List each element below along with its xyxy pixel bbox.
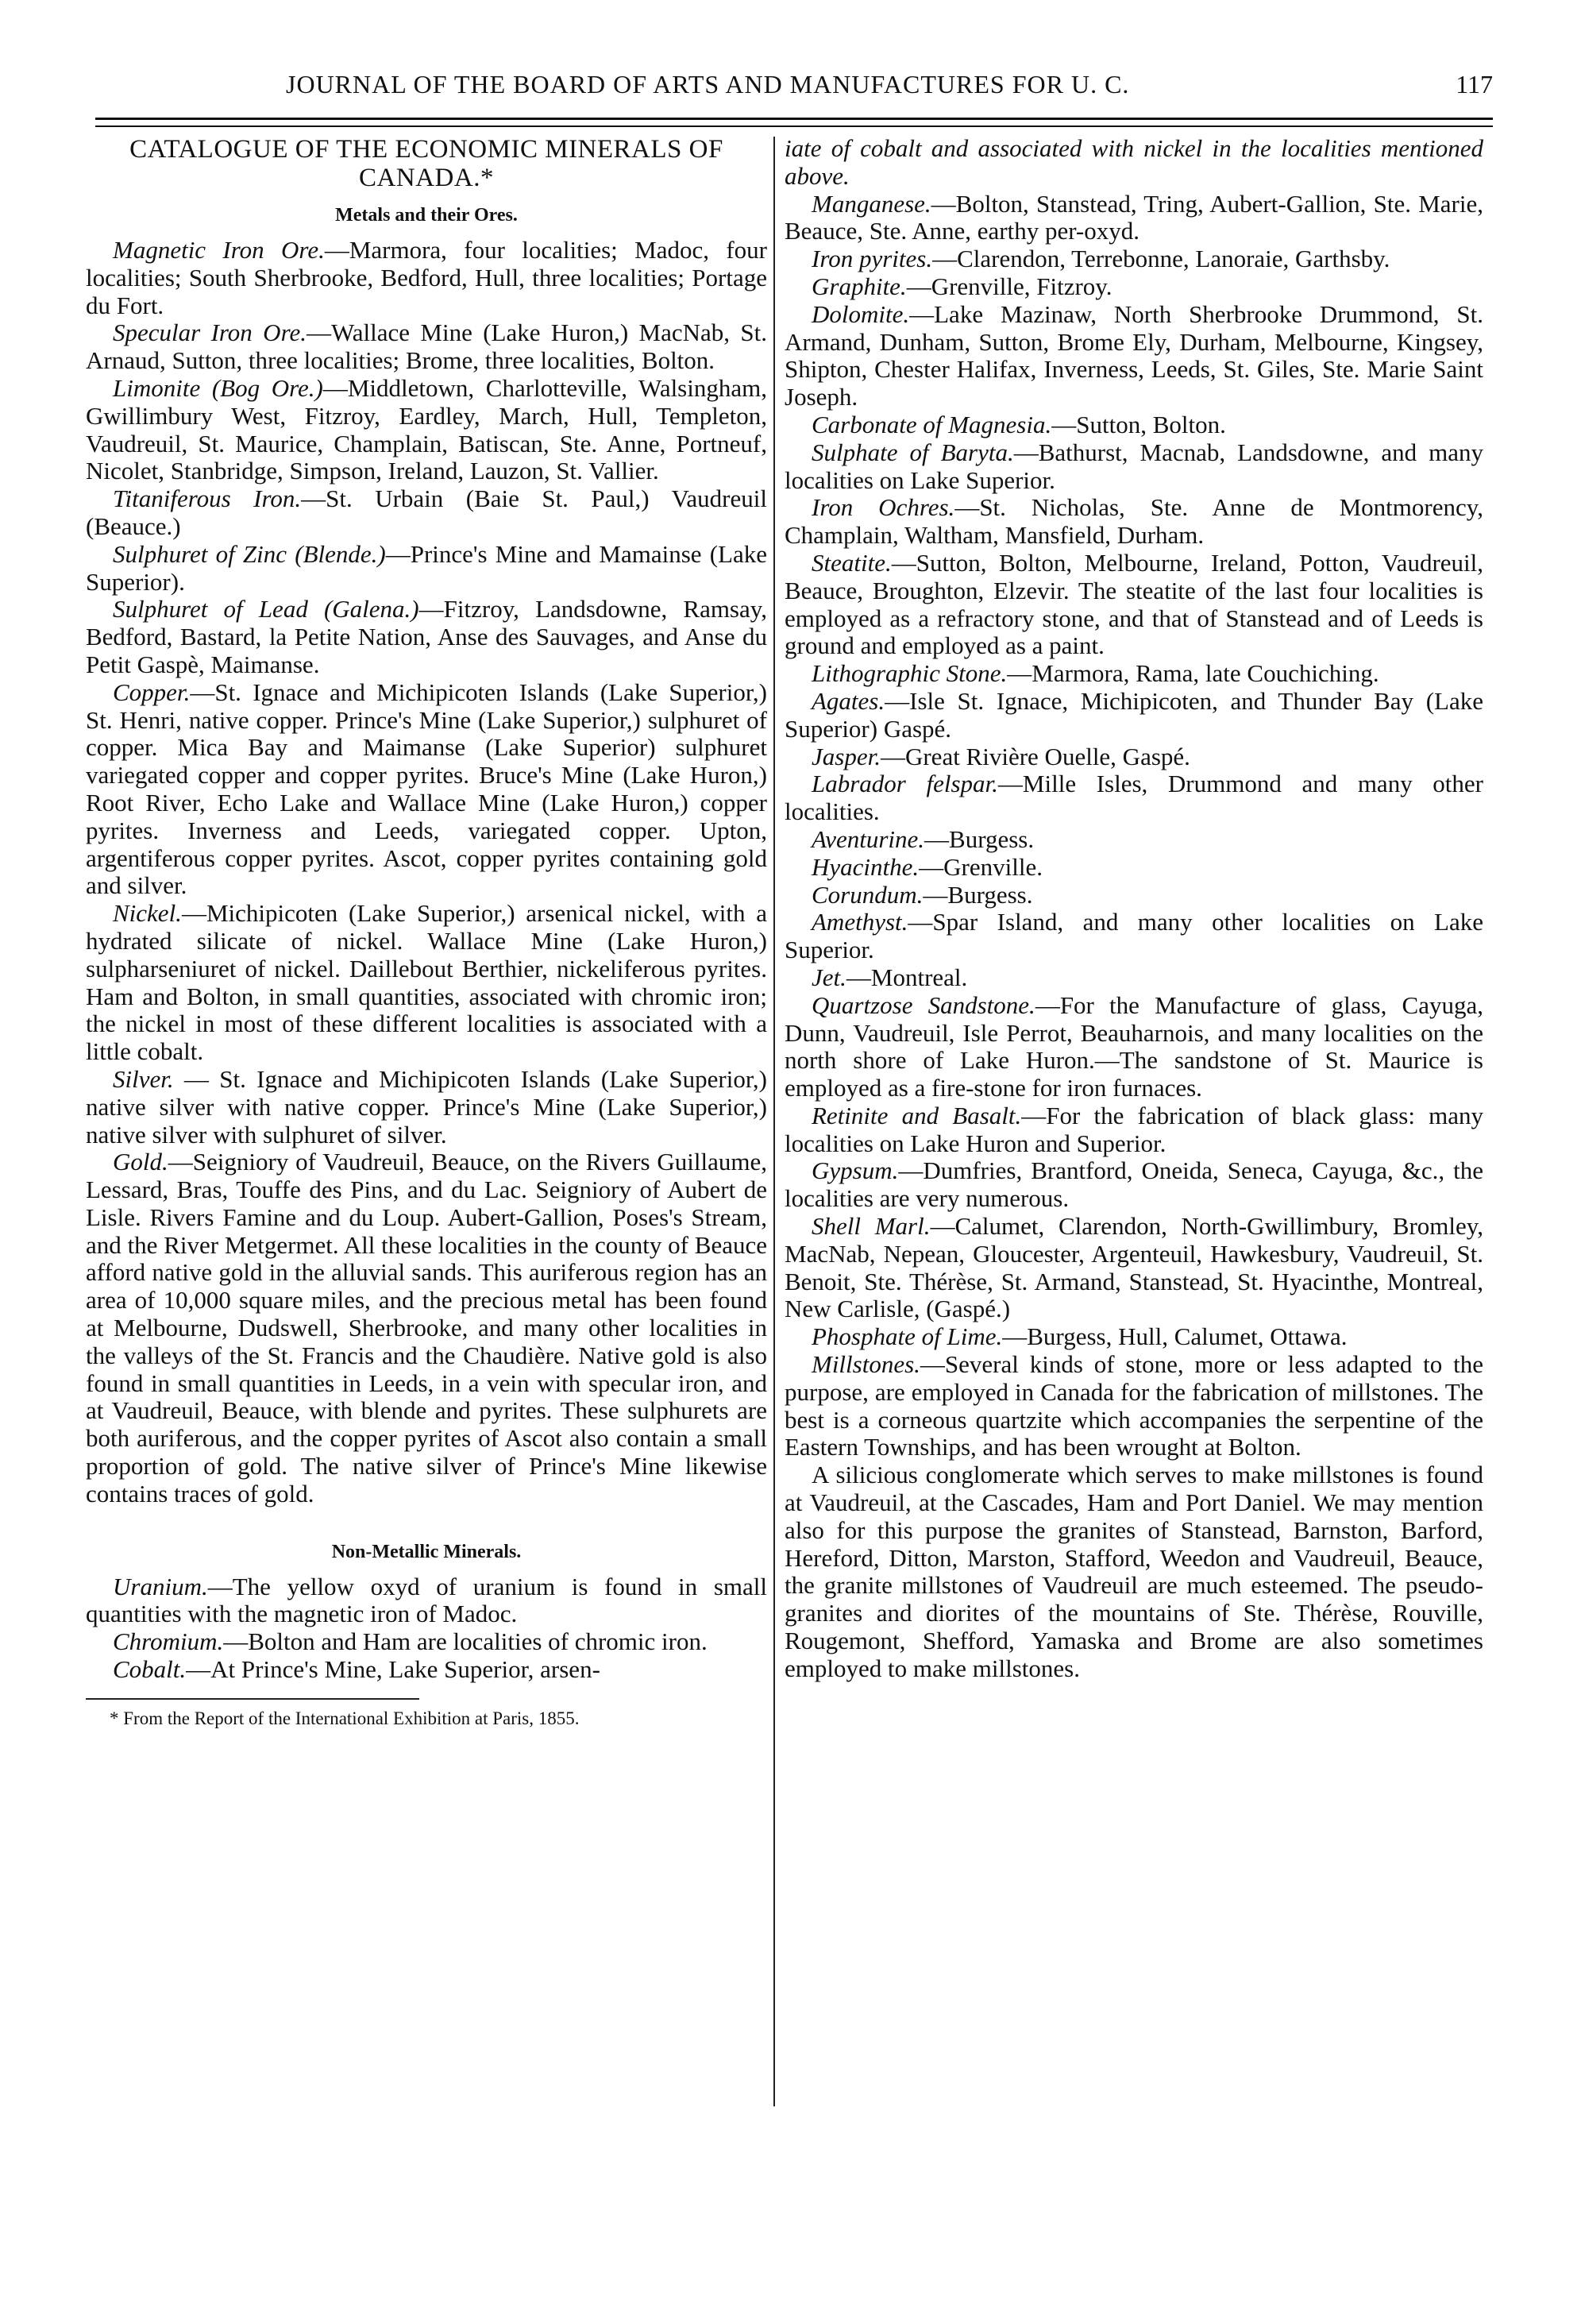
mineral-entry (86, 1573, 767, 1629)
mineral-localities: —Seigniory of Vaudreuil, Beauce, on the Rivers Guillaume, Lessard, Bras, Touffe des Pins, and du Lac. Seigniory of Aubert de Lisle. Rivers Famine and du Loup. Aubert-Gallion, Poses's Stream, and the River Metgermet. All these localities in the county of Beauce afford native gold in the alluvial sands. This auriferous region has an area of 10,000 square miles, and the precious metal has been found at Melbourne, Dudswell, Sherbrooke, and many other localities in the valleys of the St. Francis and the Chaudière. Native gold is also found in small quantities in Leeds, in a vein with specular iron, and at Vaudreuil, Beauce, with blende and pyrites. These sulphurets are both auriferous, and the copper pyrites of Ascot also contain a small proportion of gold. The native silver of Prince's Mine likewise contains traces of gold. (86, 1148, 767, 1508)
mineral-localities: —Marmora, Rama, late Couchiching. (1007, 659, 1379, 688)
mineral-entry (785, 826, 1483, 854)
mineral-name: Iron pyrites. (812, 245, 933, 273)
mineral-entry (785, 1157, 1483, 1213)
mineral-name: Uranium. (113, 1572, 208, 1600)
mineral-entry (785, 1213, 1483, 1323)
section-heading-metals: Metals and their Ores. (335, 205, 518, 226)
mineral-entry (785, 1351, 1483, 1461)
mineral-entry (785, 494, 1483, 550)
mineral-localities: —Spar Island, and many other localities on Lake Superior. (785, 908, 1483, 964)
mineral-localities: —Bolton and Ham are localities of chromic iron. (223, 1627, 708, 1656)
column-divider (773, 137, 775, 2106)
mineral-localities: —Lake Mazinaw, North Sherbrooke Drummond, St. Armand, Dunham, Sutton, Brome Ely, Durham, Melbourne, Kingsey, Shipton, Chester Halifax, Inverness, Leeds, St. Giles, Ste. Marie Saint Joseph. (785, 299, 1483, 411)
mineral-name: Agates. (812, 686, 885, 715)
mineral-entry (86, 1628, 767, 1656)
mineral-localities: —St. Ignace and Michipicoten Islands (Lake Superior,) St. Henri, native copper. Prince's Mine (Lake Superior,) sulphuret of copper. Mica Bay and Maimanse (Lake Superior) sulphuret variegated copper and copper pyrites. Bruce's Mine (Lake Huron,) Root River, Echo Lake and Wallace Mine (Lake Huron,) copper pyrites. Inverness and Leeds, variegated copper. Upton, argentiferous copper pyrites. Ascot, copper pyrites containing gold and silver. (86, 678, 767, 900)
mineral-name: Dolomite. (812, 299, 910, 328)
mineral-name: Amethyst. (812, 908, 908, 936)
mineral-name: Sulphate of Baryta. (812, 438, 1014, 466)
mineral-name: Labrador felspar. (812, 770, 998, 798)
mineral-entry (86, 679, 767, 900)
mineral-localities: —St. Nicholas, Ste. Anne de Montmorency, Champlain, Waltham, Mansfield, Durham. (785, 493, 1483, 550)
mineral-entry (86, 485, 767, 541)
mineral-localities: —Calumet, Clarendon, North-Gwillimbury, Bromley, MacNab, Nepean, Gloucester, Argenteuil, Hawkesbury, Vaudreuil, St. Benoit, Ste. Thérèse, St. Armand, Stanstead, St. Hyacinthe, Montreal, New Carlisle, (Gaspé.) (785, 1212, 1483, 1323)
mineral-localities: —Clarendon, Terrebonne, Lanoraie, Garthsby. (932, 245, 1390, 273)
article-title: CATALOGUE OF THE ECONOMIC MINERALS OF CANADA.* (129, 135, 723, 192)
mineral-localities: —Isle St. Ignace, Michipicoten, and Thunder Bay (Lake Superior) Gaspé. (785, 686, 1483, 743)
closing-paragraph: A silicious conglomerate which serves to make millstones is found at Vaudreuil, at the Cascades, Ham and Port Daniel. We may mention also for this purpose the granites of Stanstead, Barnston, Barford, Hereford, Ditton, Marston, Stafford, Weedon and Vaudreuil, Beauce, the granite millstones of Vaudreuil are much esteemed. The pseudo-granites and diorites of the mountains of Ste. Thérèse, Rouville, Rougemont, Shefford, Yamaska and Brome are also sometimes employed to make millstones. (785, 1461, 1483, 1682)
mineral-name: Titaniferous Iron. (113, 484, 302, 513)
continued-entry (785, 135, 1483, 191)
mineral-entry (785, 688, 1483, 743)
mineral-entry (86, 541, 767, 596)
mineral-name: Iron Ochres. (812, 493, 955, 522)
mineral-localities: —Sutton, Bolton. (1051, 410, 1226, 438)
left-column (86, 135, 767, 1730)
mineral-entry (785, 882, 1483, 909)
mineral-name: Sulphuret of Zinc (Blende.) (113, 539, 386, 568)
mineral-localities: —For the Manufacture of glass, Cayuga, Dunn, Vaudreuil, Isle Perrot, Beauharnois, and many localities on the north shore of Lake Huron.—The sandstone of St. Maurice is employed as a fire-stone for iron furnaces. (785, 990, 1483, 1102)
mineral-entry (785, 992, 1483, 1102)
mineral-entry (86, 319, 767, 375)
mineral-name: Nickel. (113, 899, 182, 928)
mineral-name: Copper. (113, 678, 191, 706)
journal-title: JOURNAL OF THE BOARD OF ARTS AND MANUFACTURES FOR U. C. (286, 70, 1130, 98)
mineral-name: Graphite. (812, 272, 907, 300)
mineral-entry (785, 1323, 1483, 1351)
right-entries (785, 191, 1483, 1462)
mineral-entry (785, 964, 1483, 992)
mineral-localities: —Dumfries, Brantford, Oneida, Seneca, Cayuga, &c., the localities are very numerous. (785, 1156, 1483, 1213)
mineral-entry (785, 770, 1483, 826)
section-heading-nonmetals: Non-Metallic Minerals. (331, 1541, 522, 1562)
mineral-entry (86, 1656, 767, 1684)
footnote-rule (86, 1698, 419, 1700)
nonmetal-entries (86, 1573, 767, 1684)
page-number: 117 (1456, 70, 1493, 98)
mineral-localities: —Burgess. (924, 824, 1035, 853)
mineral-localities: —Burgess, Hull, Calumet, Ottawa. (1002, 1322, 1348, 1351)
mineral-name: Silver. (113, 1064, 174, 1093)
mineral-name: Magnetic Iron Ore. (113, 236, 325, 264)
continued-entry-text: iate of cobalt and associated with nickel in the localities mentioned above. (785, 134, 1483, 190)
mineral-name: Manganese. (812, 189, 931, 218)
mineral-name: Jasper. (812, 742, 881, 770)
mineral-localities: —Wallace Mine (Lake Huron,) MacNab, St. Arnaud, Sutton, three localities; Brome, three localities, Bolton. (86, 318, 767, 375)
mineral-localities: —The yellow oxyd of uranium is found in small quantities with the magnetic iron of Madoc. (86, 1572, 767, 1628)
mineral-localities: —Fitzroy, Landsdowne, Ramsay, Bedford, Bastard, la Petite Nation, Anse des Sauvages, and Anse du Petit Gaspè, Maimanse. (86, 595, 767, 678)
mineral-entry (785, 1102, 1483, 1158)
mineral-localities: —Burgess. (923, 880, 1033, 909)
mineral-name: Chromium. (113, 1627, 224, 1656)
mineral-entry (785, 550, 1483, 660)
mineral-entry (785, 854, 1483, 882)
mineral-name: Carbonate of Magnesia. (812, 410, 1052, 438)
mineral-localities: —Marmora, four localities; Madoc, four localities; South Sherbrooke, Bedford, Hull, three localities; Portage du Fort. (86, 236, 767, 319)
mineral-localities: —Bolton, Stanstead, Tring, Aubert-Gallion, Ste. Marie, Beauce, Ste. Anne, earthy per-oxyd. (785, 189, 1483, 245)
mineral-entry (785, 191, 1483, 246)
mineral-entry (785, 411, 1483, 439)
mineral-name: Specular Iron Ore. (113, 318, 307, 347)
mineral-localities: —Montreal. (846, 963, 968, 991)
mineral-localities: —At Prince's Mine, Lake Superior, arsen- (186, 1655, 600, 1684)
mineral-name: Lithographic Stone. (812, 659, 1008, 688)
mineral-name: Phosphate of Lime. (812, 1322, 1003, 1351)
mineral-localities: —Grenville. (919, 852, 1043, 881)
mineral-entry (785, 909, 1483, 964)
running-header (95, 70, 1493, 110)
mineral-localities: —Grenville, Fitzroy. (906, 272, 1112, 300)
mineral-name: Quartzose Sandstone. (812, 990, 1035, 1019)
mineral-entry (785, 273, 1483, 301)
mineral-localities: —Mille Isles, Drummond and many other localities. (785, 770, 1484, 826)
mineral-entry (785, 439, 1483, 495)
mineral-name: Millstones. (812, 1350, 920, 1379)
mineral-name: Gypsum. (812, 1156, 899, 1185)
mineral-localities: —For the fabrication of black glass: many localities on Lake Huron and Superior. (785, 1101, 1483, 1157)
mineral-localities: —Great Rivière Ouelle, Gaspé. (880, 742, 1190, 770)
mineral-entry (86, 1066, 767, 1148)
mineral-entry (785, 743, 1483, 771)
metal-entries (86, 237, 767, 1508)
mineral-localities: —St. Urbain (Baie St. Paul,) Vaudreuil (Beauce.) (86, 484, 767, 540)
mineral-name: Jet. (812, 963, 846, 991)
mineral-entry (86, 237, 767, 319)
mineral-entry (86, 900, 767, 1066)
mineral-name: Limonite (Bog Ore.) (113, 373, 323, 402)
mineral-name: Gold. (113, 1148, 168, 1176)
mineral-entry (785, 660, 1483, 688)
footnote: * From the Report of the International Exhibition at Paris, 1855. (110, 1708, 580, 1728)
mineral-name: Aventurine. (812, 824, 925, 853)
mineral-localities: — St. Ignace and Michipicoten Islands (Lake Superior,) native silver with native copper. Prince's Mine (Lake Superior,) native silver with sulphuret of silver. (86, 1064, 767, 1148)
mineral-localities: —Bathurst, Macnab, Landsdowne, and many localities on Lake Superior. (785, 438, 1483, 494)
mineral-localities: —Prince's Mine and Mamainse (Lake Superior). (86, 539, 767, 596)
mineral-name: Sulphuret of Lead (Galena.) (113, 595, 419, 623)
mineral-entry (785, 301, 1483, 411)
mineral-entry (86, 375, 767, 485)
mineral-name: Corundum. (812, 880, 924, 909)
mineral-name: Steatite. (812, 548, 892, 577)
mineral-localities: —Several kinds of stone, more or less adapted to the purpose, are employed in Canada for the fabrication of millstones. The best is a corneous quartzite which accompanies the serpentine of the Eastern Townships, and has been wrought at Bolton. (785, 1350, 1483, 1461)
mineral-name: Cobalt. (113, 1655, 187, 1684)
mineral-entry (86, 1148, 767, 1508)
mineral-name: Shell Marl. (812, 1212, 931, 1241)
header-rule (95, 118, 1493, 127)
mineral-entry (86, 596, 767, 678)
mineral-name: Hyacinthe. (812, 852, 920, 881)
mineral-name: Retinite and Basalt. (812, 1101, 1022, 1129)
mineral-localities: —Michipicoten (Lake Superior,) arsenical nickel, with a hydrated silicate of nickel. Wallace Mine (Lake Huron,) sulpharseniuret of nickel. Daillebout Berthier, nickeliferous pyrites. Ham and Bolton, in small quantities, associated with chromic iron; the nickel in most of these different localities is associated with a little cobalt. (86, 899, 767, 1066)
mineral-entry (785, 245, 1483, 273)
mineral-localities: —Sutton, Bolton, Melbourne, Ireland, Potton, Vaudreuil, Beauce, Broughton, Elzevir. The steatite of the last four localities is employed as a refractory stone, and that of Stanstead and of Leeds is ground and employed as a paint. (785, 548, 1483, 660)
right-column (785, 135, 1483, 1683)
mineral-localities: —Middletown, Charlotteville, Walsingham, Gwillimbury West, Fitzroy, Eardley, March, Hull, Templeton, Vaudreuil, St. Maurice, Champlain, Batiscan, Ste. Anne, Portneuf, Nicolet, Stanbridge, Simpson, Ireland, Lauzon, St. Vallier. (86, 373, 767, 485)
